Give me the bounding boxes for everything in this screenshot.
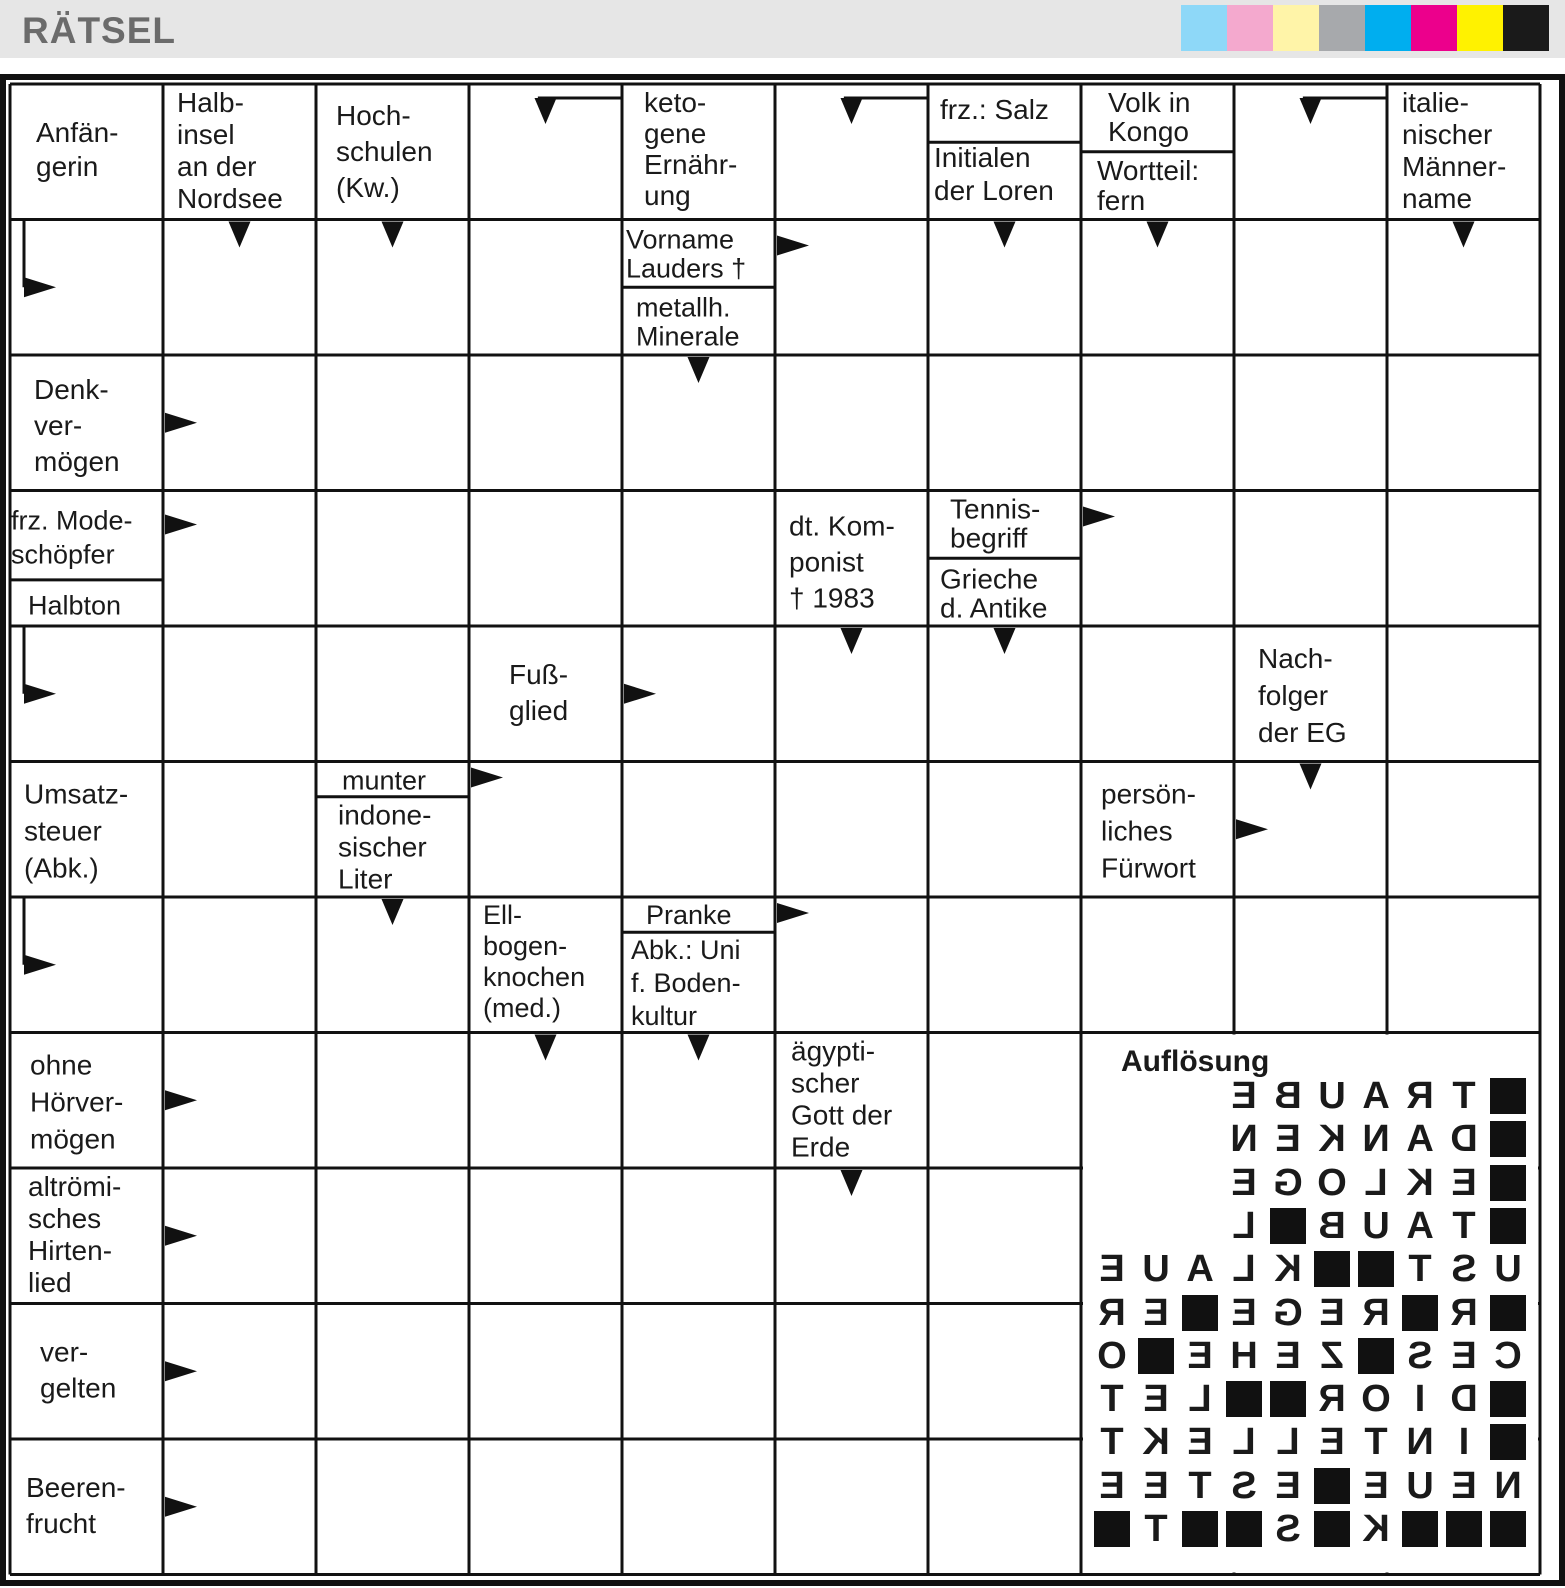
solution-black-square xyxy=(1226,1381,1262,1417)
solution-letter: E xyxy=(1363,1464,1389,1507)
solution-letter: O xyxy=(1097,1334,1127,1377)
solution-letter: B xyxy=(1318,1204,1346,1247)
solution-letter: U xyxy=(1318,1075,1346,1117)
solution-letter: E xyxy=(1231,1291,1257,1334)
solution-letter: R xyxy=(1362,1291,1390,1334)
solution-row xyxy=(1090,1378,1530,1420)
clue-initialen: Initialen der Loren xyxy=(934,142,1054,206)
solution-black-square xyxy=(1402,1295,1438,1331)
arrow-down-icon xyxy=(1300,98,1322,124)
arrow-down-icon xyxy=(535,98,557,124)
clue-vergelten: ver-gelten xyxy=(40,1336,117,1404)
arrow-down-icon xyxy=(994,628,1016,654)
solution-black-square xyxy=(1270,1208,1306,1244)
clue-munter: munter xyxy=(342,765,427,796)
solution-letter: L xyxy=(1232,1421,1256,1464)
solution-letter: Z xyxy=(1320,1334,1344,1377)
clue-modeschoepfer: frz. Mode-schöpfer xyxy=(11,505,133,570)
solution-letter: C xyxy=(1494,1334,1522,1377)
solution-title: Auflösung xyxy=(1121,1045,1270,1078)
solution-black-square xyxy=(1490,1165,1526,1201)
solution-row xyxy=(1090,1292,1530,1334)
solution-letter: D xyxy=(1450,1118,1478,1161)
solution-letter: E xyxy=(1275,1464,1301,1507)
solution-letter: E xyxy=(1143,1464,1169,1507)
solution-letter: E xyxy=(1187,1334,1213,1377)
clue-wortteil: Wortteil: fern xyxy=(1097,155,1200,216)
solution-letter: E xyxy=(1143,1378,1169,1421)
arrow-down-icon xyxy=(229,222,251,248)
arrow-down-icon xyxy=(1147,222,1169,248)
arrow-down-icon xyxy=(841,98,863,124)
clue-ketogene: keto-gene Ernähr-ung xyxy=(644,87,738,211)
solution-letter: K xyxy=(1362,1508,1390,1550)
solution-black-square xyxy=(1314,1251,1350,1287)
solution-letter: B xyxy=(1274,1075,1302,1117)
solution-black-square xyxy=(1490,1078,1526,1114)
clue-volk-kongo: Volk in Kongo xyxy=(1108,87,1191,147)
solution-letter: U xyxy=(1406,1464,1434,1507)
solution-letter: I xyxy=(1458,1421,1470,1464)
solution-black-square xyxy=(1402,1511,1438,1547)
clue-halbinsel: Halb-insel an der Nordsee xyxy=(177,87,283,214)
solution-letter: E xyxy=(1099,1464,1125,1507)
solution-letter: E xyxy=(1275,1334,1301,1377)
solution-black-square xyxy=(1490,1208,1526,1244)
arrow-right-icon xyxy=(624,684,656,704)
clue-komponist: dt. Kom-ponist † 1983 xyxy=(789,510,895,614)
solution-row xyxy=(1090,1508,1530,1550)
solution-letter: E xyxy=(1143,1291,1169,1334)
clue-tennisbegriff: Tennis-begriff xyxy=(950,493,1041,554)
solution-letter: E xyxy=(1099,1248,1125,1291)
arrow-down-icon xyxy=(841,628,863,654)
solution-black-square xyxy=(1358,1338,1394,1374)
clue-fuerwort: persön-liches Fürwort xyxy=(1101,778,1196,884)
arrow-down-icon xyxy=(1453,222,1475,248)
solution-row xyxy=(1222,1075,1530,1117)
arrow-right-icon xyxy=(1236,819,1268,839)
solution-letter: N xyxy=(1406,1421,1434,1464)
solution-letter: R xyxy=(1098,1291,1126,1334)
arrow-right-icon xyxy=(1083,507,1115,527)
clue-anfaengerin: Anfän-gerin xyxy=(36,117,119,182)
solution-letter: A xyxy=(1186,1248,1214,1291)
solution-row xyxy=(1222,1118,1530,1160)
solution-row xyxy=(1222,1162,1530,1204)
clue-denkvermoegen: Denk-ver-mögen xyxy=(34,374,120,477)
clue-ellbogen: Ell-bogen-knochen (med.) xyxy=(483,900,586,1023)
solution-letter: S xyxy=(1451,1248,1477,1291)
solution-letter: L xyxy=(1188,1378,1212,1421)
arrow-right-icon xyxy=(165,413,197,433)
solution-letter: G xyxy=(1273,1161,1303,1204)
solution-letter: L xyxy=(1276,1421,1300,1464)
solution-letter: A xyxy=(1362,1075,1390,1117)
solution-row xyxy=(1090,1465,1530,1507)
solution-letter: T xyxy=(1144,1508,1168,1550)
arrow-down-icon xyxy=(382,899,404,925)
solution-row xyxy=(1090,1421,1530,1463)
solution-letter: A xyxy=(1406,1204,1434,1247)
solution-letter: R xyxy=(1318,1378,1346,1421)
solution-letter: E xyxy=(1275,1118,1301,1161)
solution-black-square xyxy=(1138,1338,1174,1374)
solution-black-square xyxy=(1314,1511,1350,1547)
solution-letter: K xyxy=(1318,1118,1346,1161)
arrow-right-icon xyxy=(165,1090,197,1110)
solution-letter: E xyxy=(1319,1421,1345,1464)
solution-black-square xyxy=(1270,1381,1306,1417)
solution-letter: T xyxy=(1452,1204,1476,1247)
solution-letter: S xyxy=(1275,1508,1301,1550)
solution-letter: K xyxy=(1406,1161,1434,1204)
clue-metallh: metallh. Minerale xyxy=(636,292,740,352)
solution-letter: O xyxy=(1361,1378,1391,1421)
solution-letter: S xyxy=(1231,1464,1257,1507)
solution-letter: R xyxy=(1406,1075,1434,1117)
solution-letter: T xyxy=(1408,1248,1432,1291)
clue-pranke: Pranke xyxy=(646,900,732,930)
solution-letter: N xyxy=(1230,1118,1258,1161)
solution-letter: L xyxy=(1232,1204,1256,1247)
solution-letter: U xyxy=(1362,1204,1390,1247)
puzzle-title: RÄTSEL xyxy=(22,10,176,51)
solution-letter: N xyxy=(1362,1118,1390,1161)
solution-letter: E xyxy=(1231,1161,1257,1204)
arrow-down-icon xyxy=(382,222,404,248)
clue-fussglied: Fuß-glied xyxy=(509,659,569,726)
arrow-down-icon xyxy=(688,1035,710,1061)
arrow-right-icon xyxy=(777,903,809,923)
clue-grieche: Grieche d. Antike xyxy=(940,563,1048,624)
arrow-right-icon xyxy=(165,515,197,535)
clue-frz-salz: frz.: Salz xyxy=(940,94,1049,125)
solution-letter: K xyxy=(1142,1421,1170,1464)
solution-black-square xyxy=(1182,1295,1218,1331)
bent-arrow-icon xyxy=(24,955,56,975)
solution-letter: E xyxy=(1319,1291,1345,1334)
clue-gott: ägypti-scher Gott der Erde xyxy=(791,1035,893,1163)
clue-hirtenlied: altrömi-sches Hirten-lied xyxy=(28,1171,122,1298)
clue-liter: indone-sischer Liter xyxy=(338,799,432,895)
arrow-right-icon xyxy=(165,1497,197,1517)
solution-letter: E xyxy=(1231,1075,1257,1117)
solution-letter: T xyxy=(1364,1421,1388,1464)
solution-letter: T xyxy=(1100,1421,1124,1464)
solution-black-square xyxy=(1446,1511,1482,1547)
arrow-right-icon xyxy=(777,236,809,256)
clue-vorname-lauders: Vorname Lauders † xyxy=(626,224,747,284)
solution-letter: E xyxy=(1187,1421,1213,1464)
solution-black-square xyxy=(1226,1511,1262,1547)
clue-beerenfrucht: Beeren-frucht xyxy=(26,1472,126,1539)
solution-black-square xyxy=(1490,1295,1526,1331)
solution-letter: D xyxy=(1450,1378,1478,1421)
solution-letter: E xyxy=(1451,1464,1477,1507)
solution-letter: T xyxy=(1452,1075,1476,1117)
solution-letter: H xyxy=(1230,1334,1258,1377)
solution-black-square xyxy=(1358,1251,1394,1287)
clue-maennername: italie-nischer Männer-name xyxy=(1402,87,1507,214)
solution-black-square xyxy=(1490,1121,1526,1157)
solution-black-square xyxy=(1490,1511,1526,1547)
solution-letter: U xyxy=(1494,1248,1522,1291)
arrow-down-icon xyxy=(535,1035,557,1061)
arrow-down-icon xyxy=(1300,764,1322,790)
solution-letter: O xyxy=(1317,1161,1347,1204)
arrow-down-icon xyxy=(688,357,710,383)
solution-black-square xyxy=(1182,1511,1218,1547)
solution-letter: A xyxy=(1406,1118,1434,1161)
clue-nachfolger: Nach-folger der EG xyxy=(1258,643,1347,748)
solution-letter: E xyxy=(1451,1161,1477,1204)
solution-letter: S xyxy=(1407,1334,1433,1377)
solution-letter: G xyxy=(1273,1291,1303,1334)
bent-arrow-icon xyxy=(24,684,56,704)
solution-letter: L xyxy=(1364,1161,1388,1204)
solution-letter: T xyxy=(1188,1464,1212,1507)
solution-letter: L xyxy=(1232,1248,1256,1291)
solution-letter: E xyxy=(1451,1334,1477,1377)
clue-hoervermoegen: ohne Hörver-mögen xyxy=(30,1049,124,1155)
arrow-right-icon xyxy=(165,1226,197,1246)
solution-row xyxy=(1222,1205,1530,1247)
clue-halbton: Halbton xyxy=(28,590,122,621)
solution-black-square xyxy=(1490,1381,1526,1417)
bent-arrow-icon xyxy=(24,277,56,297)
solution-letter: U xyxy=(1142,1248,1170,1291)
solution-letter: I xyxy=(1414,1378,1426,1421)
solution-black-square xyxy=(1490,1424,1526,1460)
arrow-right-icon xyxy=(165,1361,197,1381)
solution-letter: T xyxy=(1100,1378,1124,1421)
solution-black-square xyxy=(1314,1468,1350,1504)
arrow-down-icon xyxy=(841,1170,863,1196)
clue-uni: Abk.: Uni f. Boden-kultur xyxy=(631,935,741,1031)
clue-umsatzsteuer: Umsatz-steuer (Abk.) xyxy=(24,778,129,884)
solution-letter: K xyxy=(1274,1248,1302,1291)
solution-black-square xyxy=(1094,1511,1130,1547)
solution-row xyxy=(1090,1248,1530,1290)
clue-hochschulen: Hoch-schulen (Kw.) xyxy=(336,100,433,203)
solution-row xyxy=(1090,1335,1530,1377)
arrow-down-icon xyxy=(994,222,1016,248)
solution-letter: R xyxy=(1450,1291,1478,1334)
solution-letter: N xyxy=(1494,1464,1522,1507)
arrow-right-icon xyxy=(471,768,503,788)
